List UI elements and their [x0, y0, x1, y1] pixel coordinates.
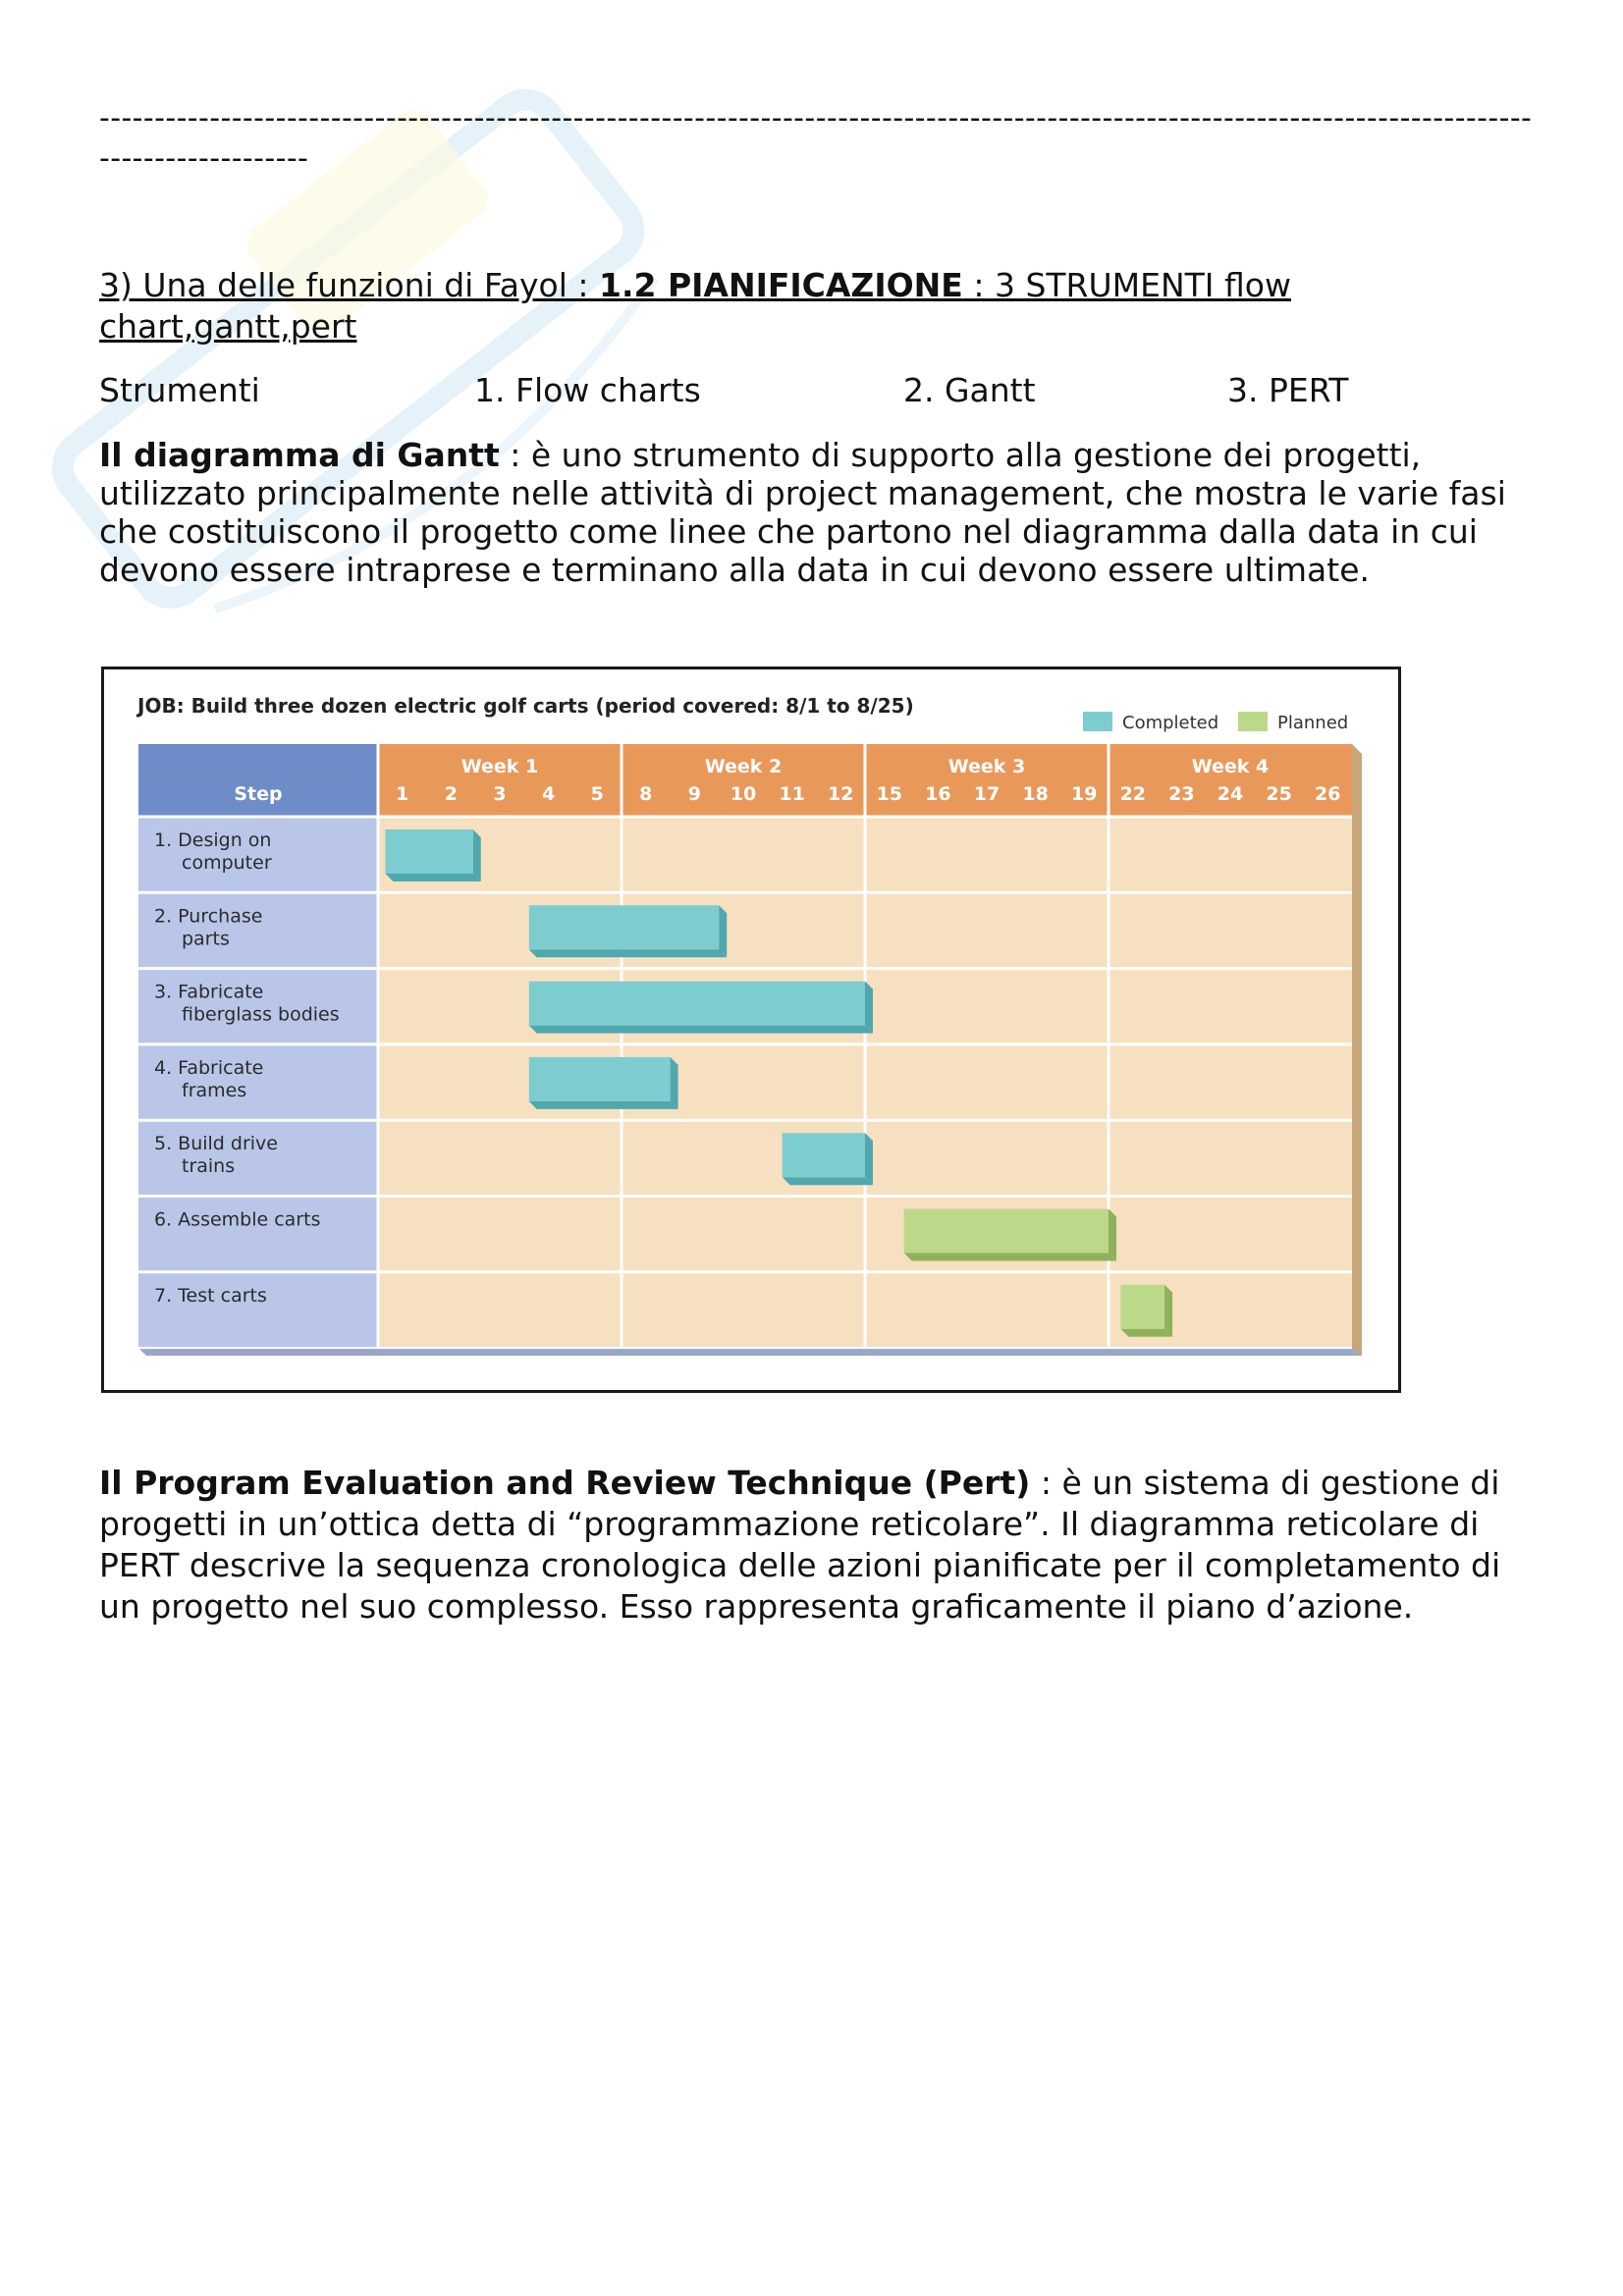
bar-bottom-6: [904, 1254, 1116, 1261]
day-label-16: 16: [925, 783, 951, 805]
day-label-10: 10: [730, 783, 757, 805]
bar-bottom-2: [529, 949, 727, 957]
section-heading: [99, 265, 1376, 347]
bar-bottom-5: [783, 1177, 873, 1185]
pert-paragraph: [99, 1463, 1542, 1628]
day-label-3: 3: [493, 783, 507, 805]
day-label-24: 24: [1217, 783, 1244, 805]
pert-paragraph-text: : è un sistema di gestione di progetti in un’ottica detta di “programmazione reticolare”. Il diagramma reticolare di PERT descrive la sequenza cronologica delle azioni pianificate per il completamento di un progetto nel suo complesso. Esso rappresenta graficamente il piano d’azione.: [99, 1464, 1501, 1626]
step-label-3: 3. Fabricate: [154, 981, 264, 1003]
tool-item-pert: 3. PERT: [1227, 371, 1349, 409]
bar-step-6: [904, 1209, 1109, 1254]
gantt-paragraph-text: : è uno strumento di supporto alla gestione dei progetti, utilizzato principalmente nelle attività di project management, che mostra le varie fasi che costituiscono il progetto come linee che partono nel diagramma dalla data in cui devono essere intraprese e terminano alla data in cui devono essere ultimate.: [99, 436, 1506, 589]
chart-bottom-shadow: [138, 1348, 1362, 1356]
bar-bottom-7: [1120, 1329, 1172, 1337]
week-label-2: Week 2: [704, 756, 783, 777]
day-label-23: 23: [1168, 783, 1195, 805]
day-label-2: 2: [444, 783, 459, 805]
step-label-5: 5. Build drive: [154, 1133, 278, 1155]
step-label-7: 7. Test carts: [154, 1284, 267, 1307]
day-label-26: 26: [1314, 783, 1341, 805]
week-label-3: Week 3: [947, 756, 1026, 777]
day-label-1: 1: [396, 783, 409, 805]
bar-side-4: [671, 1057, 678, 1109]
bar-side-6: [1109, 1209, 1116, 1261]
step-label-2: parts: [182, 928, 230, 950]
bar-step-7: [1120, 1285, 1164, 1329]
day-label-4: 4: [541, 783, 556, 805]
legend-label-completed: Completed: [1122, 713, 1219, 733]
bar-bottom-1: [385, 874, 480, 881]
day-label-17: 17: [973, 783, 1001, 805]
bar-bottom-3: [529, 1026, 873, 1034]
day-label-15: 15: [876, 783, 903, 805]
day-label-9: 9: [687, 783, 702, 805]
day-label-22: 22: [1119, 783, 1147, 805]
day-label-19: 19: [1070, 783, 1098, 805]
step-label-6: 6. Assemble carts: [154, 1208, 321, 1231]
heading-bold: 1.2 PIANIFICAZIONE: [599, 266, 963, 304]
day-label-12: 12: [827, 783, 854, 805]
pert-paragraph-bold: Il Program Evaluation and Review Technique (Pert): [99, 1464, 1031, 1502]
gantt-paragraph-bold: Il diagramma di Gantt: [99, 436, 500, 474]
step-column: [138, 817, 378, 1348]
day-label-5: 5: [590, 783, 604, 805]
step-label-2: 2. Purchase: [154, 905, 263, 928]
step-label-1: computer: [182, 852, 272, 874]
separator-line: -----------------------------------------------------------------------------------------------------------------------------------------------------: [99, 101, 1533, 176]
heading-suffix: : 3 STRUMENTI flow chart,gantt,pert: [99, 266, 1291, 346]
day-label-18: 18: [1022, 783, 1049, 805]
heading-prefix: 3) Una delle funzioni di Fayol :: [99, 266, 599, 304]
tool-item-flow-charts: 1. Flow charts: [474, 371, 701, 409]
step-header-label: Step: [234, 783, 283, 805]
legend-label-planned: Planned: [1277, 713, 1349, 733]
bar-side-2: [719, 905, 727, 957]
step-label-4: frames: [182, 1079, 247, 1101]
bar-side-3: [865, 982, 873, 1034]
step-header-cell: [138, 744, 378, 817]
gantt-chart: [104, 669, 1398, 1390]
step-label-5: trains: [182, 1155, 236, 1178]
tool-item-gantt: 2. Gantt: [903, 371, 1036, 409]
day-label-11: 11: [779, 783, 805, 805]
legend-swatch-planned: [1238, 712, 1268, 731]
week-label-1: Week 1: [460, 756, 539, 777]
bar-step-5: [783, 1133, 865, 1177]
day-label-8: 8: [639, 783, 653, 805]
tools-label: Strumenti: [99, 371, 260, 409]
day-label-25: 25: [1266, 783, 1292, 805]
legend-swatch-completed: [1083, 712, 1112, 731]
bar-side-1: [473, 829, 481, 881]
chart-side-shadow: [1352, 744, 1362, 1356]
step-label-4: 4. Fabricate: [154, 1056, 264, 1079]
bar-side-5: [865, 1133, 873, 1185]
chart-title: JOB: Build three dozen electric golf carts (period covered: 8/1 to 8/25): [137, 694, 914, 718]
bar-step-4: [529, 1057, 671, 1101]
bar-side-7: [1164, 1285, 1172, 1337]
bar-step-1: [385, 829, 472, 874]
step-label-1: 1. Design on: [154, 829, 272, 851]
bar-step-3: [529, 982, 865, 1026]
week-label-4: Week 4: [1191, 756, 1270, 777]
bar-bottom-4: [529, 1101, 678, 1109]
step-label-3: fiberglass bodies: [182, 1003, 340, 1026]
bar-step-2: [529, 905, 719, 949]
gantt-paragraph: [99, 436, 1542, 589]
gantt-chart-figure: [101, 667, 1401, 1393]
